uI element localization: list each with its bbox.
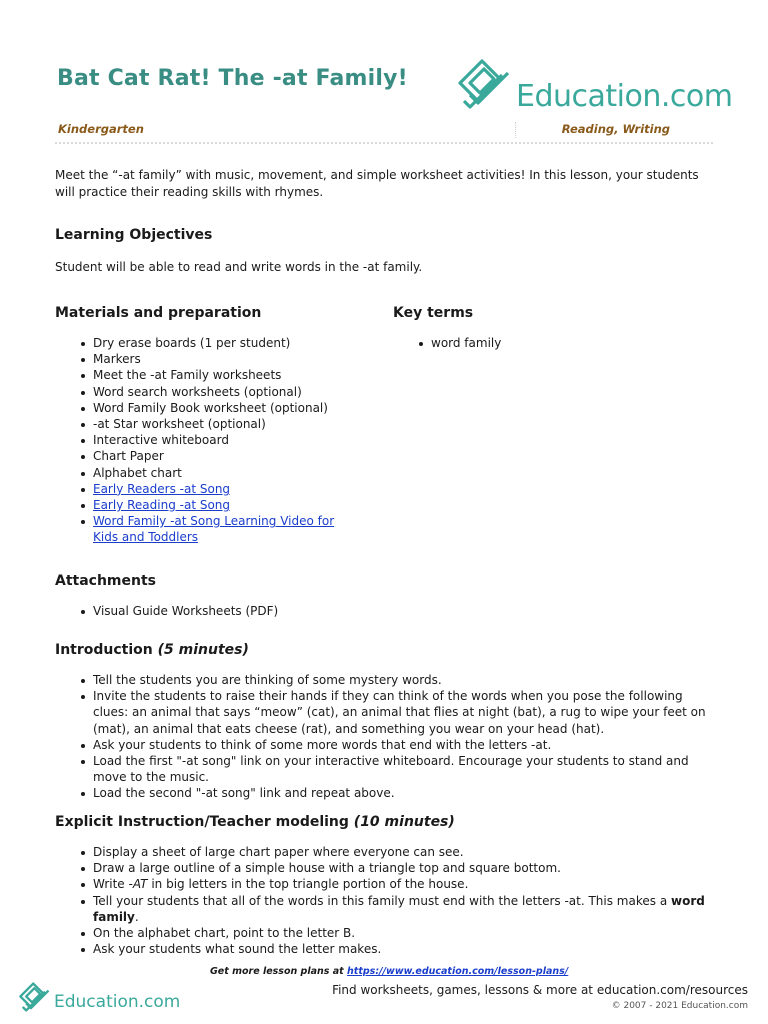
list-item: Visual Guide Worksheets (PDF) <box>93 603 715 619</box>
list-item: Draw a large outline of a simple house with a triangle top and square bottom. <box>93 860 715 876</box>
list-item: Ask your students what sound the letter makes. <box>93 941 715 957</box>
explicit-instruction-list <box>55 844 715 957</box>
list-item: Alphabet chart <box>93 465 375 481</box>
list-item: On the alphabet chart, point to the letter B. <box>93 925 715 941</box>
list-item: Chart Paper <box>93 448 375 464</box>
key-terms-heading: Key terms <box>393 305 474 321</box>
learning-objectives-section <box>55 227 715 275</box>
footer-resources-text: Find worksheets, games, lessons & more at education.com/resources <box>332 983 748 997</box>
education-logo-text: Education.com <box>516 79 733 114</box>
list-item: -at Star worksheet (optional) <box>93 416 375 432</box>
list-item: Invite the students to raise their hands if they can think of the words when you pose the following clues: an animal that says “meow” (cat), an animal that flies at night (bat), a rug to wipe your feet on (mat), an animal that eats cheese (rat), and something you wear on your head (hat). <box>93 688 715 737</box>
list-item-link <box>93 513 363 545</box>
list-item: Meet the -at Family worksheets <box>93 367 375 383</box>
list-item: Tell the students you are thinking of some mystery words. <box>93 672 715 688</box>
list-item-link <box>93 497 375 513</box>
early-reading-song-link[interactable]: Early Reading -at Song <box>93 498 231 513</box>
list-item: Display a sheet of large chart paper where everyone can see. <box>93 844 715 860</box>
list-item-link <box>93 481 375 497</box>
attachments-section <box>55 573 715 619</box>
lesson-meta <box>55 122 713 144</box>
key-terms-list <box>393 335 713 351</box>
learning-objectives-heading: Learning Objectives <box>55 227 213 243</box>
attachments-heading: Attachments <box>55 573 157 589</box>
subject-label: Reading, Writing <box>561 122 670 136</box>
lesson-description: Meet the “-at family” with music, movement, and simple worksheet activities! In this lesson, your students will practice their reading skills with rhymes. <box>55 168 699 199</box>
page-title: Bat Cat Rat! The -at Family! <box>57 66 408 91</box>
introduction-section <box>55 642 715 802</box>
education-logo-icon <box>18 980 52 1014</box>
word-family-video-link[interactable]: Word Family -at Song Learning Video for Kids and Toddlers <box>93 514 335 545</box>
list-item: Dry erase boards (1 per student) <box>93 335 375 351</box>
list-item: word family <box>431 335 713 351</box>
list-item: Load the second "-at song" link and repeat above. <box>93 785 715 801</box>
explicit-instruction-heading: Explicit Instruction/Teacher modeling (10 minutes) <box>55 814 455 830</box>
materials-section <box>55 305 375 546</box>
education-logo-icon <box>456 55 514 113</box>
lesson-plans-link[interactable]: https://www.education.com/lesson-plans/ <box>347 966 569 977</box>
introduction-heading: Introduction (5 minutes) <box>55 642 249 658</box>
explicit-instruction-section <box>55 814 715 957</box>
list-item: Markers <box>93 351 375 367</box>
list-item: Interactive whiteboard <box>93 432 375 448</box>
early-readers-song-link[interactable]: Early Readers -at Song <box>93 481 231 496</box>
explicit-instruction-duration: (10 minutes) <box>353 814 455 830</box>
learning-objectives-text: Student will be able to read and write words in the -at family. <box>55 260 423 274</box>
list-item: Write -AT in big letters in the top triangle portion of the house. <box>93 876 715 892</box>
meta-divider <box>515 122 516 138</box>
list-item: Ask your students to think of some more words that end with the letters -at. <box>93 737 715 753</box>
materials-list <box>55 335 375 546</box>
footer-copyright: © 2007 - 2021 Education.com <box>611 1001 748 1011</box>
footer-logo-text: Education.com <box>54 992 181 1012</box>
attachments-list <box>55 603 715 619</box>
grade-label: Kindergarten <box>58 122 144 136</box>
materials-heading: Materials and preparation <box>55 305 262 321</box>
list-item: Word Family Book worksheet (optional) <box>93 400 375 416</box>
list-item: Tell your students that all of the words in this family must end with the letters -at. This makes a word family. <box>93 893 715 925</box>
list-item: Load the first "-at song" link on your interactive whiteboard. Encourage your students to stand and move to the music. <box>93 753 715 785</box>
list-item: Word search worksheets (optional) <box>93 384 375 400</box>
footer-cta: Get more lesson plans at https://www.education.com/lesson-plans/ <box>210 966 569 977</box>
introduction-list <box>55 672 715 802</box>
introduction-duration: (5 minutes) <box>157 642 249 658</box>
key-terms-section <box>393 305 713 351</box>
